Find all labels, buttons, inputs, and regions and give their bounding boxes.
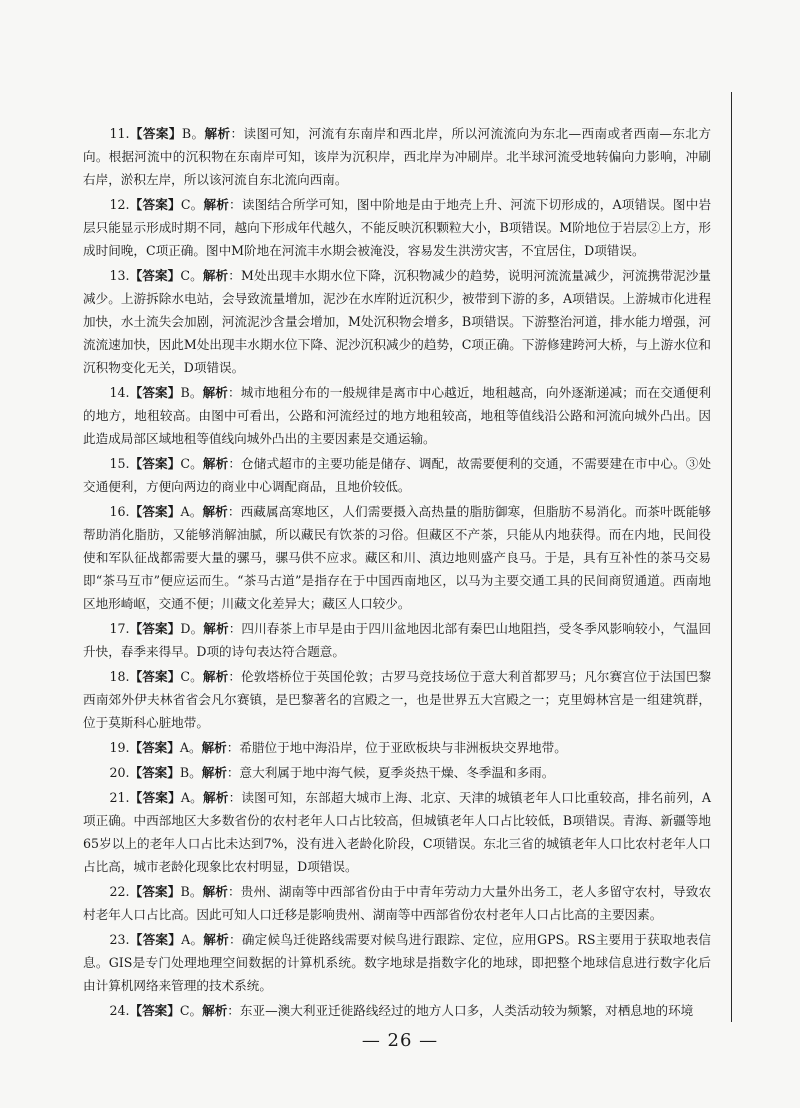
question-number: 16. <box>109 504 130 519</box>
answer-choice: C <box>180 268 191 283</box>
analysis-text: 读图可知，东部超大城市上海、北京、天津的城镇老年人口比重较高，排名前列，A项正确。中西部地区大多数省份的农村老年人口占比较高，但城镇老年人口占比较低，B项错误。青海、新疆等地65岁以上的老年人口占比未达到7%，没有进入老龄化阶段，C项错误。东北三省的城镇老年人口比农村老年人口占比高，城市老龄化现象比农村明显，D项错误。 <box>83 790 712 874</box>
question-number: 21. <box>109 790 130 805</box>
answer-choice: C <box>180 197 191 212</box>
analysis-label: 解析 <box>202 456 229 471</box>
answer-label: 【答案】 <box>129 197 181 212</box>
page-number: — 26 — <box>361 1030 439 1051</box>
analysis-label: 解析 <box>203 621 229 636</box>
analysis-label: 解析 <box>202 268 229 283</box>
analysis-label: 解析 <box>204 126 231 141</box>
analysis-label: 解析 <box>202 790 229 805</box>
analysis-label: 解析 <box>203 932 229 947</box>
answer-choice: B <box>180 385 190 400</box>
analysis-label: 解析 <box>202 884 229 899</box>
answer-label: 【答案】 <box>129 268 181 283</box>
analysis-label: 解析 <box>202 669 229 684</box>
analysis-text: 城市地租分布的一般规律是离市中心越近，地租越高，向外逐渐递减；而在交通便利的地方，地租较高。由图中可看出，公路和河流经过的地方地租较高，地租等值线沿公路和河流向城外凸出。因此造成局部区域地租等值线向城外凸出的主要因素是交通运输。 <box>83 385 712 446</box>
answer-label: 【答案】 <box>129 884 181 899</box>
answer-item: 22.【答案】B。解析：贵州、湖南等中西部省份由于中青年劳动力大量外出务工，老人多留守农村，导致农村老年人口占比高。因此可知人口迁移是影响贵州、湖南等中西部省份农村老年人口占比高的主要因素。 <box>83 884 712 922</box>
margin-rule <box>731 92 732 1022</box>
answer-label: 【答案】 <box>129 740 180 755</box>
answer-choice: C <box>180 669 191 684</box>
answer-choice: B <box>181 126 192 141</box>
answer-item: 18.【答案】C。解析：伦敦塔桥位于英国伦敦；古罗马竞技场位于意大利首都罗马；凡尔赛宫位于法国巴黎西南郊外伊夫林省省会凡尔赛镇，是巴黎著名的宫殿之一，也是世界五大宫殿之一；克里姆林宫是一组建筑群，位于莫斯科心脏地带。 <box>83 669 712 730</box>
question-number: 20. <box>109 765 130 780</box>
analysis-label: 解析 <box>203 197 230 212</box>
answer-choice: A <box>180 790 190 805</box>
answer-item: 20.【答案】B。解析：意大利属于地中海气候，夏季炎热干燥、冬季温和多雨。 <box>109 765 555 780</box>
answer-choice: C <box>179 1003 190 1018</box>
answer-label: 【答案】 <box>129 126 182 141</box>
answer-choice: A <box>181 932 191 947</box>
analysis-text: 读图可知，河流有东南岸和西北岸，所以河流流向为东北—西南或者西南—东北方向。根据河流中的沉积物在东南岸可知，该岸为沉积岸，西北岸为冲刷岸。北半球河流受地转偏向力影响，冲刷右岸，淤积左岸，所以该河流自东北流向西南。 <box>83 126 712 187</box>
question-number: 11. <box>109 126 130 141</box>
answer-item: 17.【答案】D。解析：四川春茶上市早是由于四川盆地因北部有秦巴山地阻挡，受冬季风影响较小，气温回升快，春季来得早。D项的诗句表达符合题意。 <box>83 621 712 659</box>
analysis-text: 伦敦塔桥位于英国伦敦；古罗马竞技场位于意大利首都罗马；凡尔赛宫位于法国巴黎西南郊外伊夫林省省会凡尔赛镇，是巴黎著名的宫殿之一，也是世界五大宫殿之一；克里姆林宫是一组建筑群，位于莫斯科心脏地带。 <box>83 669 712 730</box>
question-number: 17. <box>109 621 130 636</box>
analysis-text: 读图结合所学可知，图中阶地是由于地壳上升、河流下切形成的，A项错误。图中岩层只能显示形成时期不同，越向下形成年代越久，不能反映沉积颗粒大小，B项错误。M阶地位于岩层②上方，形成时间晚，C项正确。图中M阶地在河流丰水期会被淹没，容易发生洪涝灾害，不宜居住，D项错误。 <box>83 197 712 258</box>
answer-item: 21.【答案】A。解析：读图可知，东部超大城市上海、北京、天津的城镇老年人口比重较高，排名前列，A项正确。中西部地区大多数省份的农村老年人口占比较高，但城镇老年人口占比较低，B项错误。青海、新疆等地65岁以上的老年人口占比未达到7%，没有进入老龄化阶段，C项错误。东北三省的城镇老年人口比农村老年人口占比高，城市老龄化现象比农村明显，D项错误。 <box>83 790 712 874</box>
answer-label: 【答案】 <box>129 1003 180 1018</box>
answer-label: 【答案】 <box>129 621 181 636</box>
answer-key <box>83 122 711 1024</box>
analysis-text: 贵州、湖南等中西部省份由于中青年劳动力大量外出务工，老人多留守农村，导致农村老年人口占比高。因此可知人口迁移是影响贵州、湖南等中西部省份农村老年人口占比高的主要因素。 <box>83 884 712 922</box>
answer-item: 12.【答案】C。解析：读图结合所学可知，图中阶地是由于地壳上升、河流下切形成的，A项错误。图中岩层只能显示形成时期不同，越向下形成年代越久，不能反映沉积颗粒大小，B项错误。M阶地位于岩层②上方，形成时间晚，C项正确。图中M阶地在河流丰水期会被淹没，容易发生洪涝灾害，不宜居住，D项错误。 <box>83 197 712 258</box>
answer-choice: C <box>180 456 191 471</box>
answer-item: 15.【答案】C。解析：仓储式超市的主要功能是储存、调配，故需要便利的交通，不需要建在市中心。③处交通便利，方便向两边的商业中心调配商品，且地价较低。 <box>83 456 712 494</box>
analysis-text: 确定候鸟迁徙路线需要对候鸟进行跟踪、定位，应用GPS。RS主要用于获取地表信息。GIS是专门处理地理空间数据的计算机系统。数字地球是指数字化的地球，即把整个地球信息进行数字化后由计算机网络来管理的技术系统。 <box>83 932 712 993</box>
analysis-text: 四川春茶上市早是由于四川盆地因北部有秦巴山地阻挡，受冬季风影响较小，气温回升快，春季来得早。D项的诗句表达符合题意。 <box>83 621 712 659</box>
answer-item: 24.【答案】C。解析：东亚—澳大利亚迁徙路线经过的地方人口多，人类活动较为频繁，对栖息地的环境 <box>109 1003 694 1018</box>
answer-item: 13.【答案】C。解析：M处出现丰水期水位下降，沉积物减少的趋势，说明河流流量减少，河流携带泥沙量减少。上游拆除水电站，会导致流量增加，泥沙在水库附近沉积少，被带到下游的多，A项错误。上游城市化进程加快，水土流失会加剧，河流泥沙含量会增加，M处沉积物会增多，B项错误。下游整治河道，排水能力增强，河流流速加快，因此M处出现丰水期水位下降、泥沙沉积减少的趋势，C项正确。下游修建跨河大桥，与上游水位和沉积物变化无关，D项错误。 <box>83 268 712 375</box>
answer-label: 【答案】 <box>129 669 181 684</box>
answer-choice: A <box>180 504 190 519</box>
analysis-text: 仓储式超市的主要功能是储存、调配，故需要便利的交通，不需要建在市中心。③处交通便利，方便向两边的商业中心调配商品，且地价较低。 <box>83 456 712 494</box>
answer-item: 23.【答案】A。解析：确定候鸟迁徙路线需要对候鸟进行跟踪、定位，应用GPS。RS主要用于获取地表信息。GIS是专门处理地理空间数据的计算机系统。数字地球是指数字化的地球，即把整个地球信息进行数字化后由计算机网络来管理的技术系统。 <box>83 932 712 993</box>
answer-choice: D <box>180 621 191 636</box>
question-number: 19. <box>109 740 130 755</box>
analysis-label: 解析 <box>201 740 227 755</box>
question-number: 13. <box>109 268 130 283</box>
analysis-text: 西藏属高寒地区，人们需要摄入高热量的脂肪御寒，但脂肪不易消化。而茶叶既能够帮助消化脂肪，又能够消解油腻，所以藏民有饮茶的习俗。但藏区不产茶，只能从内地获得。而在内地，民间役使和军队征战都需要大量的骡马，骡马供不应求。藏区和川、滇边地则盛产良马。于是，具有互补性的茶马交易即“茶马互市”便应运而生。“茶马古道”是指存在于中国西南地区，以马为主要交通工具的民间商贸通道。西南地区地形崎岖，交通不便；川藏文化差异大；藏区人口较少。 <box>83 504 712 611</box>
answer-choice: B <box>180 884 190 899</box>
analysis-label: 解析 <box>202 1003 228 1018</box>
analysis-text: 希腊位于地中海沿岸，位于亚欧板块与非洲板块交界地带。 <box>239 740 567 755</box>
answer-label: 【答案】 <box>129 765 180 780</box>
answer-label: 【答案】 <box>129 385 181 400</box>
question-number: 15. <box>109 456 130 471</box>
question-number: 12. <box>109 197 130 212</box>
answer-item: 11.【答案】B。解析：读图可知，河流有东南岸和西北岸，所以河流流向为东北—西南或者西南—东北方向。根据河流中的沉积物在东南岸可知，该岸为沉积岸，西北岸为冲刷岸。北半球河流受地转偏向力影响，冲刷右岸，淤积左岸，所以该河流自东北流向西南。 <box>83 126 712 187</box>
analysis-label: 解析 <box>202 504 228 519</box>
answer-item: 19.【答案】A。解析：希腊位于地中海沿岸，位于亚欧板块与非洲板块交界地带。 <box>109 740 567 755</box>
answer-choice: B <box>179 765 190 780</box>
question-number: 23. <box>109 932 130 947</box>
question-number: 22. <box>109 884 130 899</box>
question-number: 14. <box>109 385 130 400</box>
analysis-label: 解析 <box>202 385 229 400</box>
answer-item: 14.【答案】B。解析：城市地租分布的一般规律是离市中心越近，地租越高，向外逐渐递减；而在交通便利的地方，地租较高。由图中可看出，公路和河流经过的地方地租较高，地租等值线沿公路和河流向城外凸出。因此造成局部区域地租等值线向城外凸出的主要因素是交通运输。 <box>83 385 712 446</box>
answer-choice: A <box>179 740 189 755</box>
analysis-text: M处出现丰水期水位下降，沉积物减少的趋势，说明河流流量减少，河流携带泥沙量减少。上游拆除水电站，会导致流量增加，泥沙在水库附近沉积少，被带到下游的多，A项错误。上游城市化进程加快，水土流失会加剧，河流泥沙含量会增加，M处沉积物会增多，B项错误。下游整治河道，排水能力增强，河流流速加快，因此M处出现丰水期水位下降、泥沙沉积减少的趋势，C项正确。下游修建跨河大桥，与上游水位和沉积物变化无关，D项错误。 <box>83 268 712 375</box>
analysis-text: 意大利属于地中海气候，夏季炎热干燥、冬季温和多雨。 <box>239 765 555 780</box>
answer-label: 【答案】 <box>129 504 181 519</box>
answer-label: 【答案】 <box>129 456 181 471</box>
answer-item: 16.【答案】A。解析：西藏属高寒地区，人们需要摄入高热量的脂肪御寒，但脂肪不易消化。而茶叶既能够帮助消化脂肪，又能够消解油腻，所以藏民有饮茶的习俗。但藏区不产茶，只能从内地获得。而在内地，民间役使和军队征战都需要大量的骡马，骡马供不应求。藏区和川、滇边地则盛产良马。于是，具有互补性的茶马交易即“茶马互市”便应运而生。“茶马古道”是指存在于中国西南地区，以马为主要交通工具的民间商贸通道。西南地区地形崎岖，交通不便；川藏文化差异大；藏区人口较少。 <box>83 504 712 611</box>
analysis-text: 东亚—澳大利亚迁徙路线经过的地方人口多，人类活动较为频繁，对栖息地的环境 <box>239 1003 694 1018</box>
question-number: 18. <box>109 669 130 684</box>
analysis-label: 解析 <box>201 765 227 780</box>
question-number: 24. <box>109 1003 130 1018</box>
answer-label: 【答案】 <box>129 932 182 947</box>
answer-label: 【答案】 <box>129 790 181 805</box>
